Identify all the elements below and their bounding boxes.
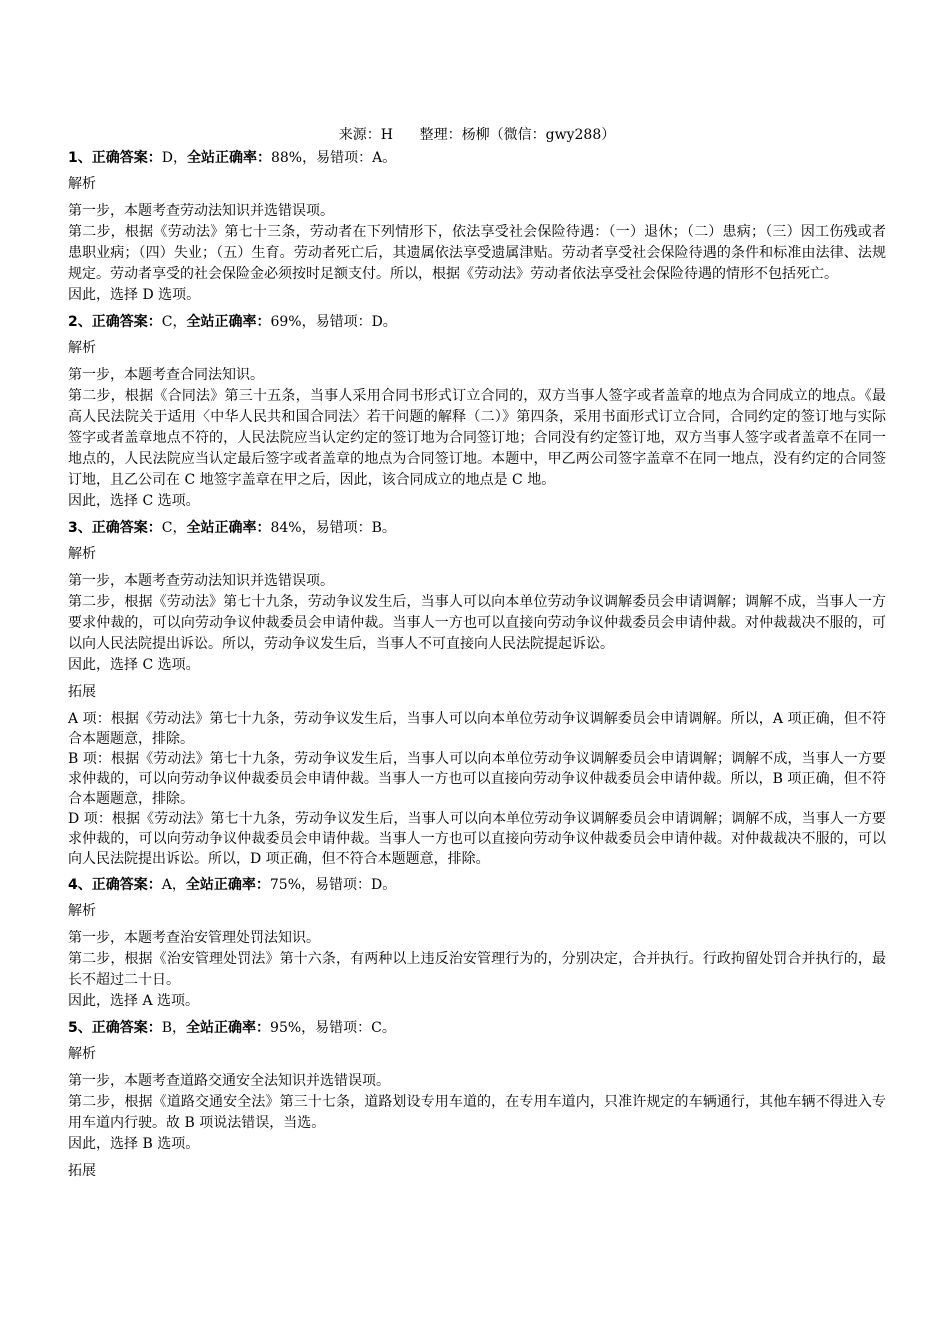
answer-value: C，	[161, 520, 187, 536]
answer-line	[68, 875, 886, 896]
question-number: 5、	[68, 1020, 92, 1036]
answer-value: B，	[161, 1020, 187, 1036]
answer-line	[68, 312, 886, 333]
answer-value: A，	[161, 877, 186, 893]
question-number: 4、	[68, 877, 92, 893]
answer-value: C，	[161, 314, 187, 330]
step-one: 第一步，本题考查合同法知识。	[68, 367, 264, 383]
conclusion: 因此，选择 C 选项。	[68, 657, 200, 673]
document-header	[68, 124, 886, 146]
organizer-text: 整理：杨柳（微信：gwy288）	[419, 127, 616, 143]
rate-label: 全站正确率：	[186, 520, 271, 536]
answer-value: D，	[161, 150, 187, 166]
step-two: 第二步，根据《合同法》第三十五条，当事人采用合同书形式订立合同的，双方当事人签字或者盖章的地点为合同成立的地点。《最高人民法院关于适用〈中华人民共和国合同法〉若干问题的解释（二）》第四条，采用书面形式订立合同，合同约定的签订地与实际签字或者盖章地点不符的，人民法院应当认定约定的签订地为合同签订地；合同没有约定签订地，双方当事人签字或者盖章不在同一地点的，人民法院应当认定最后签字或者盖章的地点为合同签订地。本题中，甲乙两公司签字盖章不在同一地点，没有约定的合同签订地，且乙公司在 C 地签字盖章在甲之后，因此，该合同成立的地点是 C 地。	[68, 388, 886, 488]
question-1	[68, 148, 886, 306]
analysis-label: 解析	[68, 340, 96, 356]
rate-label: 全站正确率：	[186, 150, 271, 166]
rate-label: 全站正确率：	[186, 314, 271, 330]
document-page	[68, 124, 886, 1188]
analysis-label: 解析	[68, 1046, 96, 1062]
answer-label: 正确答案：	[91, 877, 162, 893]
step-one: 第一步，本题考查治安管理处罚法知识。	[68, 930, 320, 946]
rate-value: 75%，易错项：D。	[269, 877, 397, 893]
conclusion: 因此，选择 C 选项。	[68, 493, 200, 509]
step-two: 第二步，根据《治安管理处罚法》第十六条，有两种以上违反治安管理行为的，分别决定，合并执行。行政拘留处罚合并执行的，最长不超过二十日。	[68, 951, 886, 988]
step-two: 第二步，根据《劳动法》第七十九条，劳动争议发生后，当事人可以向本单位劳动争议调解委员会申请调解；调解不成，当事人一方要求仲裁的，可以向劳动争议仲裁委员会申请仲裁。当事人一方也可以直接向劳动争议仲裁委员会申请仲裁。对仲裁裁决不服的，可以向人民法院提出诉讼。所以，劳动争议发生后，当事人不可直接向人民法院提起诉讼。	[68, 594, 886, 652]
step-one: 第一步，本题考查劳动法知识并选错误项。	[68, 203, 334, 219]
source-text: 来源：H	[338, 127, 393, 143]
step-one: 第一步，本题考查劳动法知识并选错误项。	[68, 573, 334, 589]
conclusion: 因此，选择 B 选项。	[68, 1136, 200, 1152]
question-number: 2、	[68, 314, 92, 330]
rate-label: 全站正确率：	[185, 877, 270, 893]
step-two: 第二步，根据《劳动法》第七十三条，劳动者在下列情形下，依法享受社会保险待遇：（一）退休；（二）患病；（三）因工伤残或者患职业病；（四）失业；（五）生育。劳动者死亡后，其遗属依法享受遗属津贴。劳动者享受社会保险待遇的条件和标准由法律、法规规定。劳动者享受的社会保险金必须按时足额支付。所以，根据《劳动法》劳动者依法享受社会保险待遇的情形不包括死亡。	[68, 224, 886, 282]
answer-line	[68, 518, 886, 539]
extension-option-d: D 项：根据《劳动法》第七十九条，劳动争议发生后，当事人可以向本单位劳动争议调解委员会申请调解；调解不成，当事人一方要求仲裁的，可以向劳动争议仲裁委员会申请仲裁。当事人一方也可以直接向劳动争议仲裁委员会申请仲裁。对仲裁裁决不服的，可以向人民法院提出诉讼。所以，D 项正确，但不符合本题题意，排除。	[68, 811, 886, 867]
extension-label: 拓展	[68, 684, 96, 700]
answer-line	[68, 1018, 886, 1039]
extension-label: 拓展	[68, 1163, 96, 1179]
question-number: 3、	[68, 520, 92, 536]
rate-label: 全站正确率：	[186, 1020, 271, 1036]
rate-value: 84%，易错项：B。	[270, 520, 396, 536]
conclusion: 因此，选择 D 选项。	[68, 287, 201, 303]
rate-value: 69%，易错项：D。	[270, 314, 397, 330]
rate-value: 95%，易错项：C。	[270, 1020, 396, 1036]
conclusion: 因此，选择 A 选项。	[68, 993, 200, 1009]
extension-option-b: B 项：根据《劳动法》第七十九条，劳动争议发生后，当事人可以向本单位劳动争议调解委员会申请调解；调解不成，当事人一方要求仲裁的，可以向劳动争议仲裁委员会申请仲裁。当事人一方也可以直接向劳动争议仲裁委员会申请仲裁。所以，B 项正确，但不符合本题题意，排除。	[68, 751, 886, 807]
question-4	[68, 875, 886, 1012]
answer-label: 正确答案：	[91, 150, 162, 166]
question-number: 1、	[68, 150, 92, 166]
question-3	[68, 518, 886, 869]
answer-label: 正确答案：	[91, 314, 162, 330]
step-two: 第二步，根据《道路交通安全法》第三十七条，道路划设专用车道的，在专用车道内，只准许规定的车辆通行，其他车辆不得进入专用车道内行驶。故 B 项说法错误，当选。	[68, 1094, 886, 1131]
rate-value: 88%，易错项：A。	[270, 150, 397, 166]
answer-label: 正确答案：	[91, 1020, 162, 1036]
analysis-label: 解析	[68, 903, 96, 919]
answer-label: 正确答案：	[91, 520, 162, 536]
question-2	[68, 312, 886, 512]
answer-line	[68, 148, 886, 169]
extension-option-a: A 项：根据《劳动法》第七十九条，劳动争议发生后，当事人可以向本单位劳动争议调解委员会申请调解。所以，A 项正确，但不符合本题题意，排除。	[68, 711, 886, 747]
analysis-label: 解析	[68, 176, 96, 192]
question-5	[68, 1018, 886, 1182]
step-one: 第一步，本题考查道路交通安全法知识并选错误项。	[68, 1073, 390, 1089]
analysis-label: 解析	[68, 546, 96, 562]
